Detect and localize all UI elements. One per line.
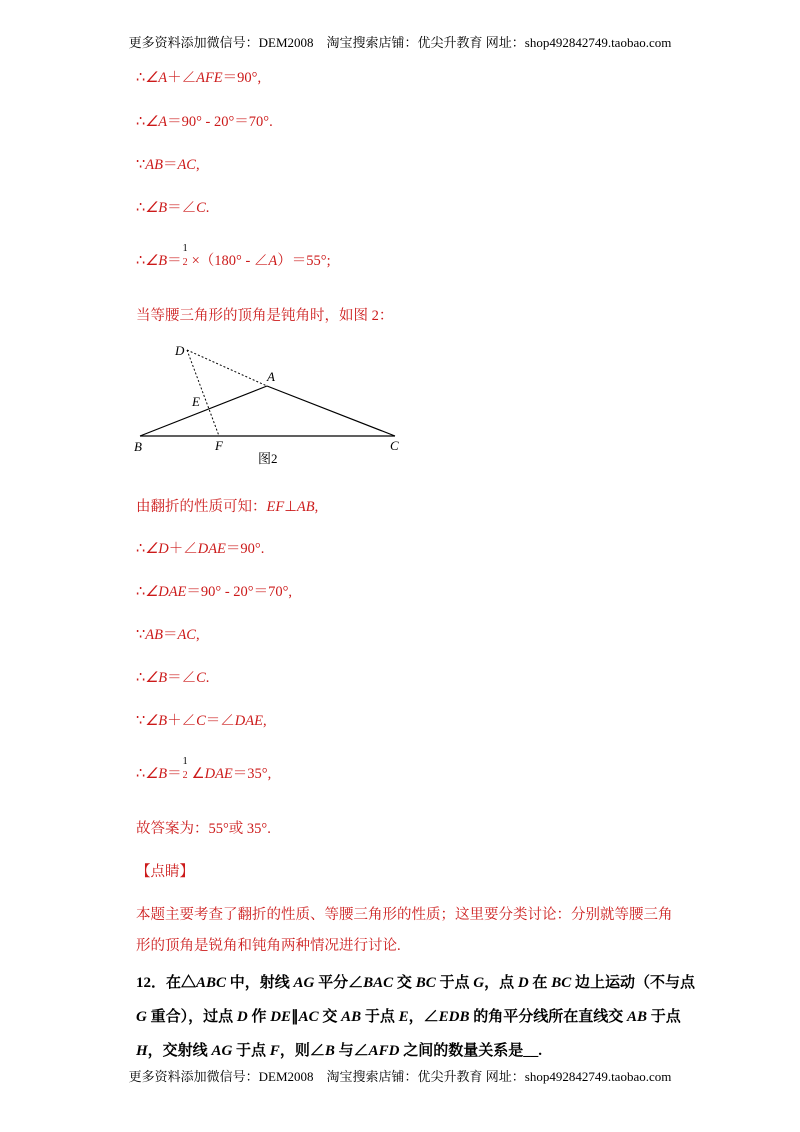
segment-AC: [267, 386, 395, 436]
solution-line-11: ∴∠B＝∠C.: [136, 670, 210, 686]
solution-line-8: ∴∠D＋∠DAE＝90°.: [136, 541, 265, 557]
solution-line-16: 本题主要考查了翻折的性质、等腰三角形的性质；这里要分类讨论：分别就等腰三角: [136, 907, 673, 923]
fraction-half: 1 2: [182, 755, 188, 781]
segment-DF-dotted: [187, 350, 219, 436]
label-D: D: [175, 343, 185, 358]
solution-line-5: ∴∠B＝ 1 2 ×（180° - ∠A）＝55°;: [136, 242, 331, 269]
label-B: B: [134, 439, 142, 454]
page-footer: 更多资料添加微信号：DEM2008 淘宝搜索店铺：优尖升教育 网址：shop492842749.taobao.com: [128, 1069, 672, 1084]
figure-caption: 图2: [258, 451, 278, 466]
label-E: E: [192, 394, 200, 409]
solution-line-10: ∵AB＝AC,: [136, 627, 200, 643]
solution-line-3: ∵AB＝AC,: [136, 157, 200, 173]
label-F: F: [215, 438, 223, 453]
solution-line-15: 【点睛】: [136, 864, 194, 880]
triangle-figure: [130, 336, 420, 466]
solution-line-4: ∴∠B＝∠C.: [136, 200, 210, 216]
solution-line-1: ∴∠A＋∠AFE＝90°,: [136, 70, 262, 86]
solution-line-12: ∵∠B＋∠C＝∠DAE,: [136, 713, 267, 729]
fraction-half: 1 2: [182, 242, 188, 268]
solution-line-14: 故答案为：55°或 35°.: [136, 821, 271, 837]
solution-line-7: 由翻折的性质可知：EF⊥AB,: [136, 499, 319, 515]
solution-line-6: 当等腰三角形的顶角是钝角时，如图 2：: [136, 308, 394, 324]
solution-line-17: 形的顶角是锐角和钝角两种情况进行讨论.: [136, 938, 401, 954]
solution-line-9: ∴∠DAE＝90° - 20°＝70°,: [136, 584, 293, 600]
solution-line-13: ∴∠B＝ 1 2 ∠DAE＝35°,: [136, 755, 272, 782]
segment-BA: [140, 386, 267, 436]
label-A: A: [267, 369, 275, 384]
segment-DA-dotted: [187, 350, 267, 386]
solution-line-2: ∴∠A＝90° - 20°＝70°.: [136, 114, 273, 130]
label-C: C: [390, 438, 399, 453]
page-header: 更多资料添加微信号：DEM2008 淘宝搜索店铺：优尖升教育 网址：shop492842749.taobao.com: [128, 35, 672, 50]
question-12: 12．在△ABC 中，射线 AG 平分∠BAC 交 BC 于点 G，点 D 在 BC 边上运动（不与点 G 重合），过点 D 作 DE∥AC 交 AB 于点 E，∠EDB 的角平分线所在直线交 AB 于点 H，交射线 AG 于点 F，则∠B 与∠AFD 之间的数量关系是__.: [136, 975, 695, 1059]
